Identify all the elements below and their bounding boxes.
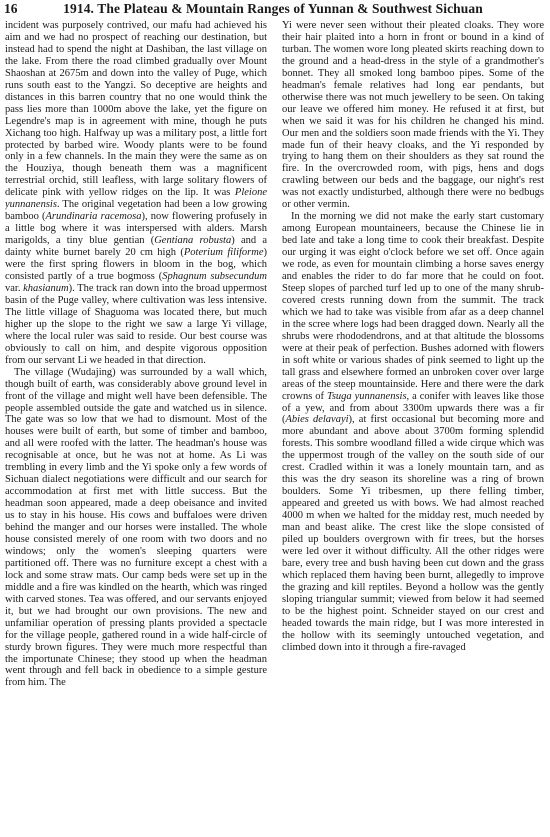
left-paragraph-2: The village (Wudajing) was surrounded by a wall which, though built of earth, was considerably above ground level in front of the village and might well have been defensible. The people assembled outside the gate and watched us in silence. The gate was so low that we had to dismount. Most of the houses were built of earth, but some of timber and bamboo, and all were roofed with the latter. The headman's house was recognisable at once, but he was not at home. As Li was trembling in every limb and the Yi spoke only a few words of Sichuan dialect negotiations were difficult and our search for accommodation at first met with little success. But the headman soon appeared, made a deep obeisance and invited us to stay in his house. His cows and buffaloes were driven behind the manger and our horses were installed. The whole house consisted merely of one room with two doors and no windows; only the women's sleeping quarters were partitioned off. There was no furniture except a chest with a lock and some straw mats. Our camp beds were set up in the middle and a fire was kindled on the hearth, which was ringed with carved stones. Tea was offered, and our servants enjoyed it, but we had brought our own provisions. The new and unfamiliar operation of pressing plants provided a spectacle for the village people, gathered round in a wide half-circle of sturdy brown figures. They were much more respectful than the importunate Chinese; they stood up when the headman went through and fell back in obedience to a simple gesture from him. The <box>5 366 267 689</box>
species-name: Gentiana robusta <box>154 235 232 247</box>
text-run: ), at first occasional but becoming more and more abundant and above about 3700m forming splendid forests. This sombre woodland filled a wide cirque which was the uppermost trough of the valley on the south side of our crest. Cradled within it was a lonely mountain tarn, and as this was the dry season its shoreline was a ring of brown boulders. Some Yi tribesmen, up there felling timber, appeared and greeted us with bows. We had almost reached 4000 m when we halted for the midday rest, much needed by man and beast alike. The crest like the slope consisted of piled up boulders overgrown with fir trees, but the horses were led over it without difficulty. All the other ridges were bare, every tree and bush having been cut down and the grass which replaced them having been burnt, allegedly to improve the grazing and kill reptiles. Beyond a hollow was the gently sloping triangular summit; viewed from below it had seemed to be the highest point. Schneider stayed on our crest and headed towards the main ridge, but I was more interested in the hollow with its seemingly untouched vegetation, and climbed down into it through a fire-ravaged <box>282 414 544 653</box>
text-run: ). The track ran down into the broad uppermost basin of the Puge valley, where cultivation was less intensive. The little village of Shaguoma was located there, but much higher up the slope to the right we saw a large Yi village, where the local ruler was said to reside. Our best course was obviously to call on him, and despite vigorous opposition from our servant Li we headed in that direction. <box>5 282 267 366</box>
text-run: incident was purposely contrived, our mafu had achieved his aim and we had no prospect of reaching our destination, but instead had to spend the night at Dashiban, the last village on the lake. From there the road climbed gradually over Mount Shaoshan at 2675m and down into the valley of Puge, which runs south east to the Yangzi. So deceptive are heights and distances in this barren country that no one would think the pass lies more than 1000m above the lake, yet the figure on Legendre's map is in agreement with mine, though he puts Xichang too high. Halfway up was a military post, a little fort protected by barbed wire. Woody plants were to be found only in a few channels. In the main they were the same as on the Houziya, though beneath them was a magnificent terrestrial orchid, still leafless, with large solitary flowers of delicate pink with yellow ridges on the lip. It was <box>5 20 267 199</box>
text-run: , a conifer with leaves like those of a yew, and from about 3300m upwards there was a fir ( <box>282 390 544 426</box>
text-run: ), now flowering profusely in a little bog where it was interspersed with alders. Marsh marigolds, a tiny blue gentian ( <box>5 211 267 247</box>
running-head <box>4 1 540 17</box>
text-run: var. <box>5 282 24 294</box>
right-column <box>282 20 544 835</box>
right-paragraph-2 <box>282 211 544 653</box>
text-run: ) and a dainty white burnet barely 20 cm high ( <box>5 235 267 259</box>
species-name: Sphagnum subsecundum <box>162 271 267 283</box>
left-column <box>5 20 267 835</box>
text-run: ) were the first spring flowers in bloom in the bog, which consisted partly of a true bogmoss ( <box>5 247 267 283</box>
page-number: 16 <box>4 1 18 16</box>
text-run: In the morning we did not make the early start customary among European mountaineers, because the Chinese lie in bed late and take a long time to cook their breakfast. Despite our urging it was eight o'clock before we set off. Once again we rode, as even for mountain climbing a horse saves energy and enables the rider to do far more that he could on foot. Steep slopes of parched turf led up to one of the many shrub-covered crests running down from the summit. The track which we had to take was visible from afar as a deep channel in the scree where logs had been dragged down. Nearly all the shrubs were rhododendrons, and at that altitude the blossoms were at their peak of perfection. Bushes adorned with flowers in soft white or various shades of pink seemed to light up the tall grass and elsewhere formed an unbroken cover over large areas of the steep mountainside. Here and there were the dark crowns of <box>282 211 544 402</box>
left-paragraph-1 <box>5 20 267 367</box>
text-run: . The original vegetation had been a low growing bamboo ( <box>5 199 267 223</box>
species-name: Pleione yunnanensis <box>5 187 267 211</box>
right-paragraph-1: Yi were never seen without their pleated cloaks. They wore their hair plaited into a horn in front or bound in a kind of turban. The women wore long pleated skirts reaching down to the ground and a head-dress in the style of a grandmother's bonnet. They all smoked long bamboo pipes. Some of the headman's female relatives had long ear pendants, but otherwise there was not much jewellery to be seen. On taking our leave we offered him money. He refused it at first, but when we said it was for his children he changed his mind. Our men and the soldiers soon made friends with the Yi. They made fun of their heavy cloaks, and the Yi responded by trying to hang them on their shoulders as they sat round the fire. In the overcrowded room, with pigs, hens and dogs crawling between our beds and the baggage, our night's rest was not exactly undisturbed, although there were no bedbugs or other vermin. <box>282 20 544 211</box>
species-name: Poterium filiforme <box>183 247 264 259</box>
species-name: Arundinaria racemosa <box>45 211 142 223</box>
species-name: Abies delavayi <box>285 414 349 426</box>
species-name: Tsuga yunnanensis <box>326 390 407 402</box>
running-head-title: 1914. The Plateau & Mountain Ranges of Yunnan & Southwest Sichuan <box>63 1 483 16</box>
species-name: khasianum <box>23 282 69 294</box>
